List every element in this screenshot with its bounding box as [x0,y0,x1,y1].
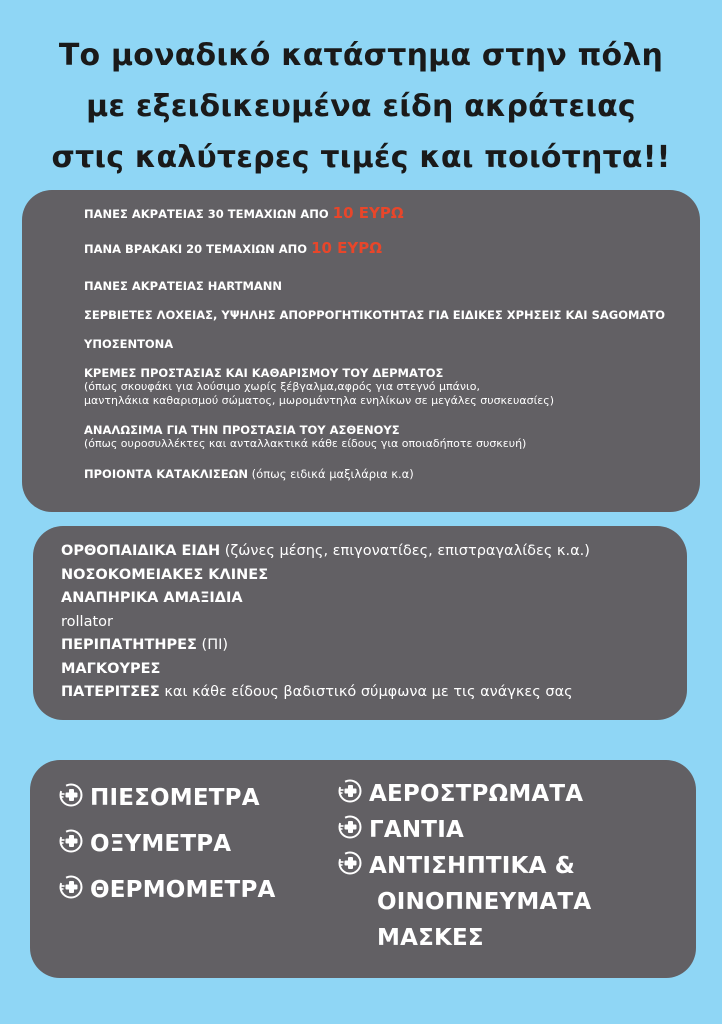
item-bedsore-label: ΠΡΟΙΟΝΤΑ ΚΑΤΑΚΛΙΣΕΩΝ [84,467,249,481]
headline [0,30,722,183]
item-wheelchairs [61,587,681,611]
device-label: ΓΑΝΤΙΑ [369,817,464,843]
device-label: ΑΝΤΙΣΗΠΤΙΚΑ & [369,853,576,879]
device-item [58,826,276,862]
medical-cross-icon [58,874,84,900]
device-label: ΟΞΥΜΕΤΡΑ [90,831,232,857]
item-label: ΠΕΡΙΠΑΤΗΤΗΡΕΣ [61,637,197,653]
item-pads: ΣΕΡΒΙΕΤΕΣ ΛΟΧΕΙΑΣ, ΥΨΗΛΗΣ ΑΠΟΡΡΟΓΗΤΙΚΟΤΗΤΑΣ ΓΙΑ ΕΙΔΙΚΕΣ ΧΡΗΣΕΙΣ ΚΑΙ SAGOMATO [84,308,666,322]
device-item [337,776,591,812]
item-underpads: ΥΠΟΣΕΝΤΟΝΑ [84,337,174,351]
item-label: ΑΝΑΠΗΡΙΚΑ ΑΜΑΞΙΔΙΑ [61,590,243,606]
medical-cross-icon [337,814,363,840]
devices-left-column [58,780,276,918]
item-orthopedic [61,540,681,564]
item-label: ΝΟΣΟΚΟΜΕΙΑΚΕΣ ΚΛΙΝΕΣ [61,566,269,583]
device-item [58,872,276,908]
devices-right-column [337,776,591,956]
medical-cross-icon [337,850,363,876]
item-bedsore-note: (όπως ειδικά μαξιλάρια κ.α) [248,467,414,481]
device-label-continued: ΟΙΝΟΠΝΕΥΜΑΤΑ [377,889,592,915]
item-canes [61,681,681,705]
device-item [58,780,276,816]
item-walkers [61,634,681,658]
offer-price: 10 ΕΥΡΩ [311,239,383,257]
headline-line-1: Το μοναδικό κατάστημα στην πόλη [58,38,664,73]
item-creams: ΚΡΕΜΕΣ ΠΡΟΣΤΑΣΙΑΣ ΚΑΙ ΚΑΘΑΡΙΣΜΟΥ ΤΟΥ ΔΕΡΜΑΤΟΣ [84,366,444,380]
devices-panel [30,760,696,978]
headline-line-3: στις καλύτερες τιμές και ποιότητα!! [51,140,671,175]
item-crutches [61,658,681,682]
device-item [337,812,591,848]
item-note: (ζώνες μέσης, επιγονατίδες, επιστραγαλίδες κ.α.) [220,543,590,559]
offer-price: 10 ΕΥΡΩ [332,204,404,222]
medical-cross-icon [58,828,84,854]
item-bedsore [84,467,694,481]
device-item [337,848,591,884]
device-label: ΠΙΕΣΟΜΕΤΡΑ [90,785,260,811]
offer-diapers-30 [84,206,694,221]
item-label: ΜΑΓΚΟΥΡΕΣ [61,660,161,677]
headline-line-2: με εξειδικευμένα είδη ακράτειας [86,89,636,124]
item-creams-detail-2: μαντηλάκια καθαρισμού σώματος, μωρομάντηλα ενηλίκων σε μεγάλες συσκευασίες) [84,394,554,407]
device-label: ΘΕΡΜΟΜΕΤΡΑ [90,877,276,903]
medical-cross-icon [58,782,84,808]
item-hospital-beds [61,564,681,588]
item-note: (ΠΙ) [196,637,229,653]
device-label: ΑΕΡΟΣΤΡΩΜΑΤΑ [369,781,584,807]
orthopedic-panel [33,526,687,720]
item-rollator: rollator [61,613,113,630]
item-consumables-detail: (όπως ουροσυλλέκτες και ανταλλακτικά κάθε είδους για οποιαδήποτε συσκευή) [84,437,527,450]
incontinence-panel [22,190,700,512]
item-label: ΠΑΤΕΡΙΤΣΕΣ [61,684,160,700]
item-label: ΟΡΘΟΠΑΙΔΙΚΑ ΕΙΔΗ [61,543,221,559]
item-creams-detail-1: (όπως σκουφάκι για λούσιμο χωρίς ξέβγαλμα,αφρός για στεγνό μπάνιο, [84,380,480,393]
offer-text: ΠΑΝΑ ΒΡΑΚΑΚΙ 20 ΤΕΜΑΧΙΩΝ ΑΠΟ [84,242,312,256]
item-consumables: ΑΝΑΛΩΣΙΜΑ ΓΙΑ ΤΗΝ ΠΡΟΣΤΑΣΙΑ ΤΟΥ ΑΣΘΕΝΟΥΣ [84,423,400,437]
offer-text: ΠΑΝΕΣ ΑΚΡΑΤΕΙΑΣ 30 ΤΕΜΑΧΙΩΝ ΑΠΟ [84,207,333,221]
medical-cross-icon [337,778,363,804]
offer-pants-20 [84,241,694,256]
item-hartmann: ΠΑΝΕΣ ΑΚΡΑΤΕΙΑΣ HARTMANN [84,279,283,293]
item-note: και κάθε είδους βαδιστικό σύμφωνα με τις ανάγκες σας [159,684,573,700]
device-label-continued: ΜΑΣΚΕΣ [377,925,484,951]
